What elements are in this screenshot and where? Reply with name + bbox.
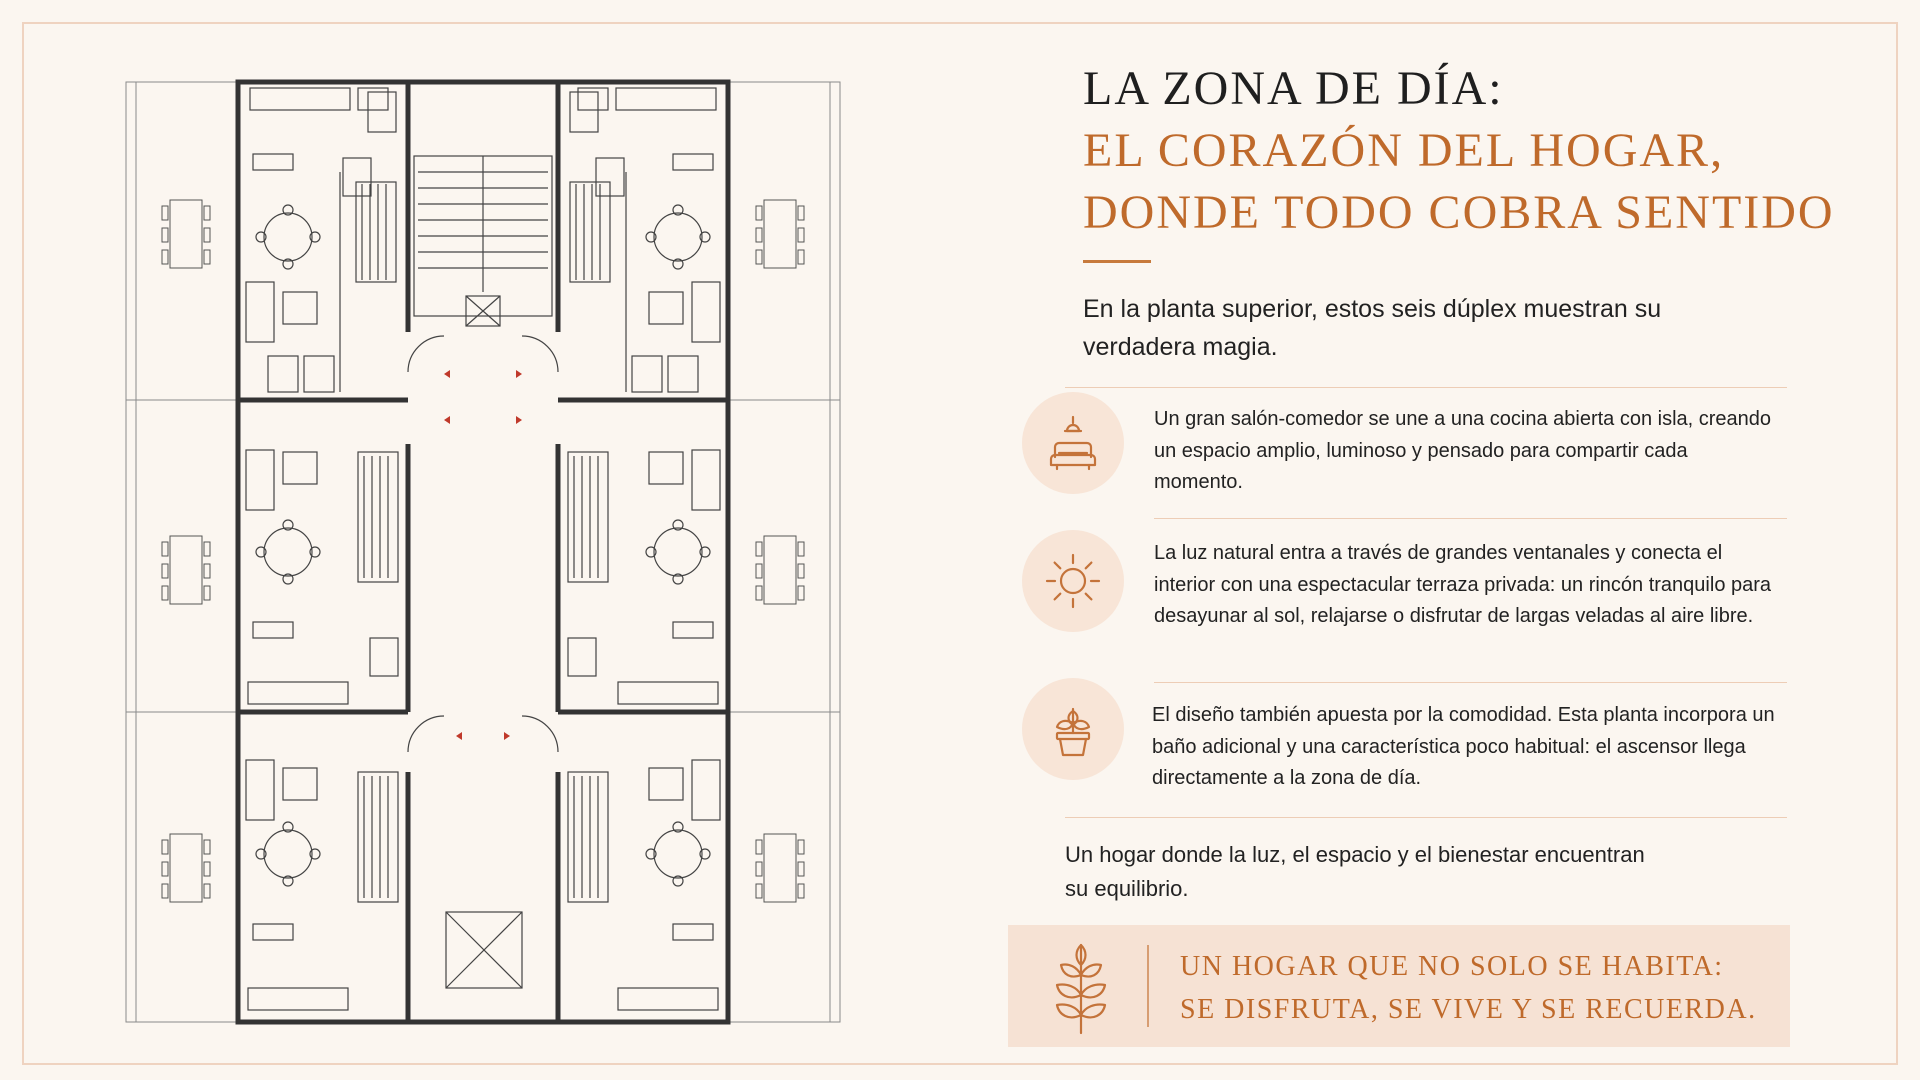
title-underline xyxy=(1083,260,1151,263)
divider xyxy=(1154,518,1787,519)
plant-pot-icon xyxy=(1022,678,1124,780)
banner-text xyxy=(1180,945,1757,1031)
intro-text: En la planta superior, estos seis dúplex muestran su verdadera magia. xyxy=(1083,295,1662,361)
floor-plan xyxy=(118,72,848,1030)
feature-text: Un gran salón-comedor se une a una cocina abierta con isla, creando un espacio amplio, luminoso y pensado para compartir cada momento. xyxy=(1154,408,1772,493)
leaf-branch-icon xyxy=(1048,937,1114,1035)
sun-icon xyxy=(1022,530,1124,632)
feature-item-comfort xyxy=(1022,678,1787,806)
feature-text: El diseño también apuesta por la comodidad. Esta planta incorpora un baño adicional y una característica poco habitual: el ascensor llega directamente a la zona de día. xyxy=(1152,704,1775,789)
divider xyxy=(1065,817,1787,818)
banner-separator xyxy=(1147,945,1149,1027)
page-subtitle-line-1: EL CORAZÓN DEL HOGAR, xyxy=(1083,124,1725,177)
page-subtitle-line-2: DONDE TODO COBRA SENTIDO xyxy=(1083,186,1835,239)
sofa-lamp-icon xyxy=(1022,392,1124,494)
closing-text: Un hogar donde la luz, el espacio y el bienestar encuentran su equilibrio. xyxy=(1065,842,1645,901)
page-title: LA ZONA DE DÍA: xyxy=(1083,62,1504,115)
quote-banner xyxy=(1008,925,1790,1047)
feature-item-living xyxy=(1022,392,1787,520)
banner-line-2: SE DISFRUTA, SE VIVE Y SE RECUERDA. xyxy=(1180,994,1757,1025)
divider xyxy=(1065,387,1787,388)
feature-text: La luz natural entra a través de grandes ventanales y conecta el interior con una espectacular terraza privada: un rincón tranquilo para desayunar al sol, relajarse o disfrutar de largas veladas al aire libre. xyxy=(1154,542,1772,627)
title-block xyxy=(1083,58,1843,244)
feature-item-light xyxy=(1022,530,1787,670)
banner-line-1: UN HOGAR QUE NO SOLO SE HABITA: xyxy=(1180,951,1724,982)
